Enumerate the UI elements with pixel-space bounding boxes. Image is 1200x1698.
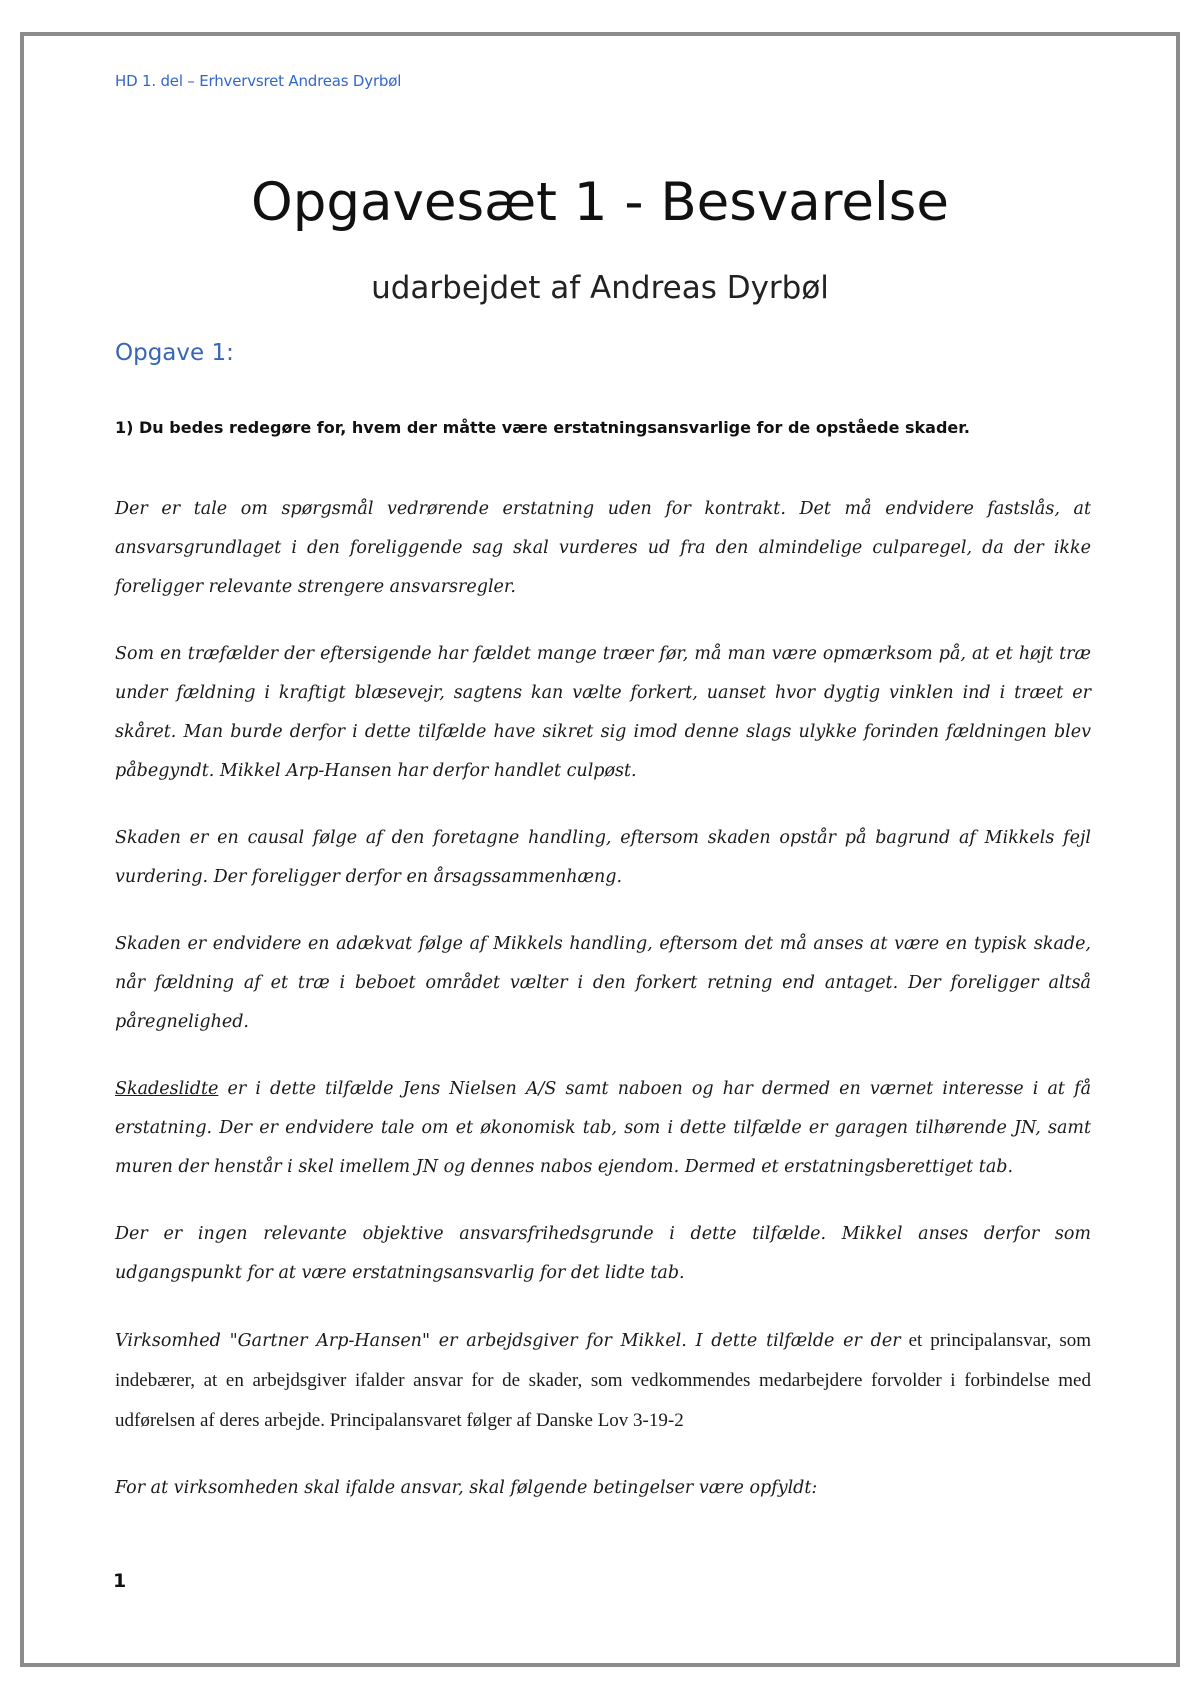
paragraph-employer-liability [115, 1321, 1091, 1441]
page-number: 1 [113, 1570, 127, 1592]
section-heading: Opgave 1: [115, 340, 234, 366]
paragraph-injured-party-text: er i dette tilfælde Jens Nielsen A/S samt naboen og har dermed en værnet interesse i at få erstatning. Der er endvidere tale om et økonomisk tab, som i dette tilfælde er garagen tilhørende JN, samt muren der henstår i skel imellem JN og dennes nabos ejendom. Dermed et erstatningsberettiget tab. [115, 1079, 1091, 1177]
employer-liability-italic: Virksomhed "Gartner Arp-Hansen" er arbejdsgiver for Mikkel. I dette tilfælde er der [115, 1331, 901, 1351]
document-title: Opgavesæt 1 - Besvarelse [251, 172, 949, 233]
paragraph-culpa: Som en træfælder der eftersigende har fældet mange træer før, må man være opmærksom på, at et højt træ under fældning i kraftigt blæsevejr, sagtens kan vælte forkert, uanset hvor dygtig vinklen ind i træet er skåret. Man burde derfor i dette tilfælde have sikret sig imod denne slags ulykke forinden fældningen blev påbegyndt. Mikkel Arp-Hansen har derfor handlet culpøst. [115, 644, 1091, 781]
question-text: 1) Du bedes redegøre for, hvem der måtte være erstatningsansvarlige for de opståede skader. [115, 418, 970, 437]
paragraph-injured-party [115, 1070, 1091, 1187]
underlined-term: Skadeslidte [115, 1079, 219, 1099]
paragraph-conditions: For at virksomheden skal ifalde ansvar, skal følgende betingelser være opfyldt: [115, 1478, 818, 1498]
paragraph-exemption: Der er ingen relevante objektive ansvarsfrihedsgrunde i dette tilfælde. Mikkel anses derfor som udgangspunkt for at være erstatningsansvarlig for det lidte tab. [115, 1224, 1091, 1283]
paragraph-legal-basis: Der er tale om spørgsmål vedrørende erstatning uden for kontrakt. Det må endvidere fastslås, at ansvarsgrundlaget i den foreliggende sag skal vurderes ud fra den almindelige culparegel, da der ikke foreligger relevante strengere ansvarsregler. [115, 499, 1091, 597]
answer-body [115, 490, 1091, 1536]
running-header: HD 1. del – Erhvervsret Andreas Dyrbøl [115, 72, 402, 90]
paragraph-causation: Skaden er en causal følge af den foretagne handling, eftersom skaden opstår på bagrund af Mikkels fejl vurdering. Der foreligger derfor en årsagssammenhæng. [115, 828, 1091, 887]
employer-liability-upright: et principalansvar, som indebærer, at en arbejdsgiver ifalder ansvar for de skader, som vedkommendes medarbejdere forvolder i forbindelse med udførelsen af deres arbejde. Principalansvaret følger af Danske Lov 3-19-2 [115, 1330, 1091, 1431]
paragraph-adequacy: Skaden er endvidere en adækvat følge af Mikkels handling, eftersom det må anses at være en typisk skade, når fældning af et træ i beboet området vælter i den forkert retning end antaget. Der foreligger altså påregnelighed. [115, 934, 1091, 1032]
document-subtitle: udarbejdet af Andreas Dyrbøl [371, 270, 829, 306]
